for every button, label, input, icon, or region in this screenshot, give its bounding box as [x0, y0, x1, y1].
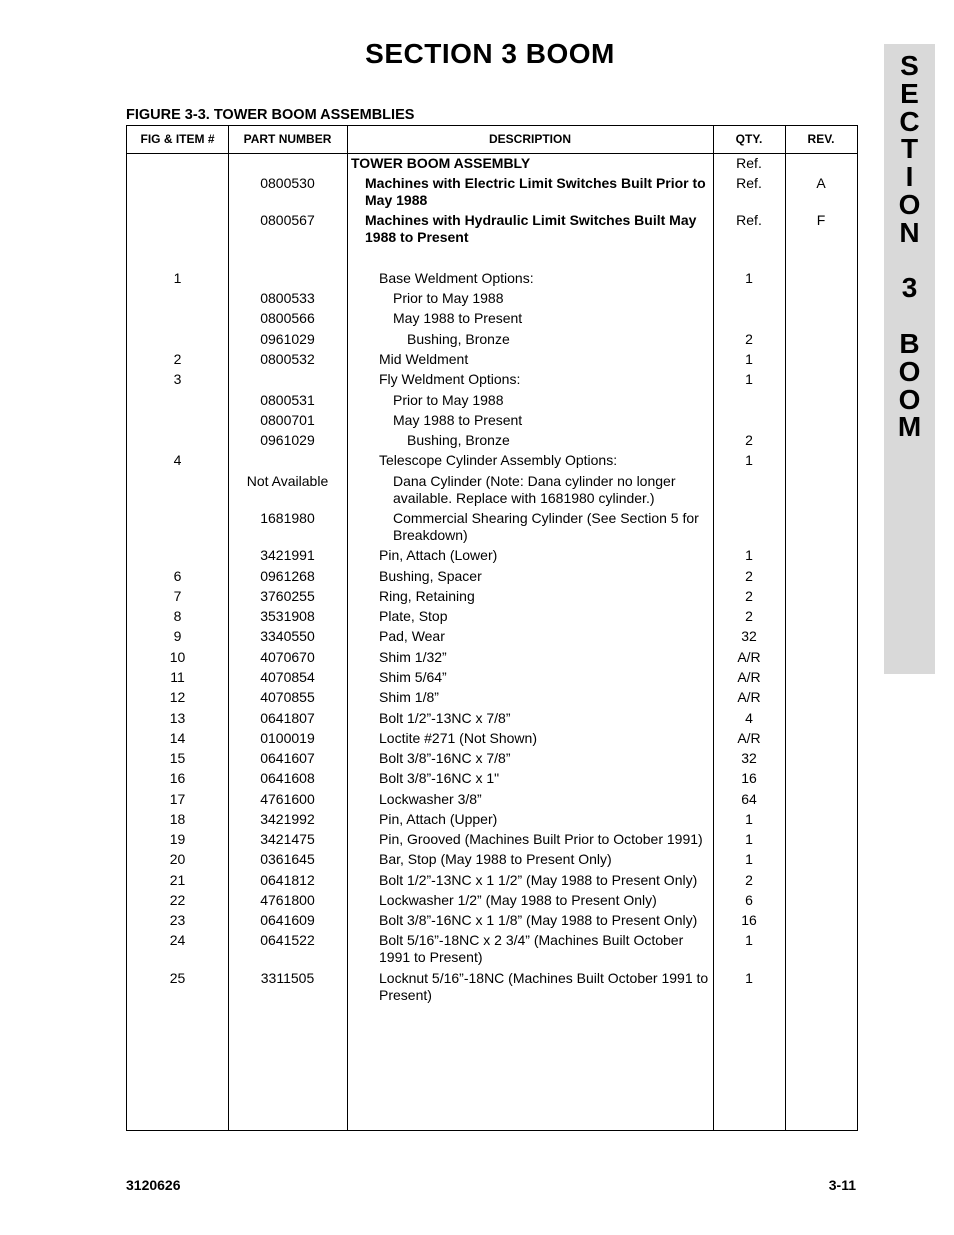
qty-cell: 64	[741, 791, 757, 807]
section-side-tab	[884, 44, 935, 674]
description-cell: Bushing, Bronze	[407, 432, 510, 448]
qty-cell: 6	[745, 892, 753, 908]
rev-cell: A	[816, 175, 826, 191]
fig-item-cell: 14	[169, 730, 186, 746]
qty-cell: 1	[745, 811, 753, 827]
fig-item-cell: 22	[169, 892, 186, 908]
description-cell: Bushing, Spacer	[379, 568, 482, 584]
part-number-cell: 3421475	[260, 831, 315, 847]
column-divider	[347, 126, 348, 1130]
description-cell: Base Weldment Options:	[379, 270, 534, 286]
side-tab-letter: 3	[901, 272, 918, 304]
description-cell: Plate, Stop	[379, 608, 448, 624]
description-cell: Prior to May 1988	[393, 392, 504, 408]
qty-cell: A/R	[737, 730, 761, 746]
header-fig-item: FIG & ITEM #	[140, 132, 215, 146]
part-number-cell: 0100019	[260, 730, 315, 746]
qty-cell: Ref.	[736, 155, 762, 171]
fig-item-cell: 12	[169, 689, 186, 705]
description-cell: Pin, Grooved (Machines Built Prior to October 1991)	[379, 831, 703, 847]
qty-cell: 1	[745, 351, 753, 367]
description-cell: Ring, Retaining	[379, 588, 475, 604]
part-number-cell: 3421991	[260, 547, 315, 563]
figure-title: FIGURE 3-3. TOWER BOOM ASSEMBLIES	[126, 107, 415, 123]
description-cell: Loctite #271 (Not Shown)	[379, 730, 537, 746]
fig-item-cell: 10	[169, 649, 186, 665]
part-number-cell: 0961029	[260, 331, 315, 347]
fig-item-cell: 9	[173, 628, 182, 644]
part-number-cell: 1681980	[260, 510, 315, 526]
qty-cell: A/R	[737, 649, 761, 665]
header-rev: REV.	[807, 132, 835, 146]
part-number-cell: 0641607	[260, 750, 315, 766]
qty-cell: 2	[745, 331, 753, 347]
fig-item-cell: 2	[173, 351, 182, 367]
side-tab-letter: O	[898, 383, 921, 415]
qty-cell: A/R	[737, 689, 761, 705]
part-number-cell: 3311505	[260, 970, 315, 986]
qty-cell: 1	[745, 371, 753, 387]
fig-item-cell: 18	[169, 811, 186, 827]
part-number-cell: 0641807	[260, 710, 315, 726]
fig-item-cell: 4	[173, 452, 182, 468]
qty-cell: A/R	[737, 669, 761, 685]
fig-item-cell: 7	[173, 588, 182, 604]
qty-cell: 32	[741, 628, 757, 644]
part-number-cell: 0800531	[260, 392, 315, 408]
description-cell: Lockwasher 1/2” (May 1988 to Present Only)	[379, 892, 657, 908]
side-tab-letter: M	[897, 411, 922, 443]
part-number-cell: Not Available	[246, 473, 329, 489]
description-cell: Bolt 3/8”-16NC x 1"	[379, 770, 500, 786]
fig-item-cell: 19	[169, 831, 186, 847]
column-divider	[785, 126, 786, 1130]
qty-cell: 1	[745, 831, 753, 847]
qty-cell: 2	[745, 588, 753, 604]
part-number-cell: 0641522	[260, 932, 315, 948]
part-number-cell: 3531908	[260, 608, 315, 624]
part-number-cell: 4070670	[260, 649, 315, 665]
description-cell: Bolt 5/16”-18NC x 2 3/4” (Machines Built October 1991 to Present)	[379, 932, 684, 965]
qty-cell: 16	[741, 770, 757, 786]
side-tab-letter: B	[899, 327, 920, 359]
qty-cell: 1	[745, 452, 753, 468]
fig-item-cell: 1	[173, 270, 182, 286]
description-cell: Dana Cylinder (Note: Dana cylinder no longer available. Replace with 1681980 cylinder.)	[393, 473, 676, 506]
qty-cell: 1	[745, 970, 753, 986]
document-number: 3120626	[126, 1177, 181, 1193]
description-cell: Shim 1/32”	[379, 649, 447, 665]
description-cell: Machines with Hydraulic Limit Switches Built May 1988 to Present	[365, 212, 697, 245]
description-cell: Bolt 3/8”-16NC x 7/8”	[379, 750, 511, 766]
part-number-cell: 0641608	[260, 770, 315, 786]
part-number-cell: 0961029	[260, 432, 315, 448]
part-number-cell: 0800567	[260, 212, 315, 228]
fig-item-cell: 3	[173, 371, 182, 387]
description-cell: Fly Weldment Options:	[379, 371, 521, 387]
description-cell: Lockwasher 3/8”	[379, 791, 482, 807]
description-cell: TOWER BOOM ASSEMBLY	[351, 155, 531, 171]
description-cell: Bolt 3/8”-16NC x 1 1/8” (May 1988 to Present Only)	[379, 912, 698, 928]
header-divider	[127, 153, 857, 154]
description-cell: May 1988 to Present	[393, 310, 523, 326]
part-number-cell: 3340550	[260, 628, 315, 644]
fig-item-cell: 11	[170, 669, 185, 685]
part-number-cell: 0800533	[260, 290, 315, 306]
description-cell: Pin, Attach (Lower)	[379, 547, 498, 563]
fig-item-cell: 23	[169, 912, 186, 928]
description-cell: Prior to May 1988	[393, 290, 504, 306]
fig-item-cell: 21	[169, 872, 186, 888]
section-title: SECTION 3 BOOM	[365, 38, 615, 69]
description-cell: Pad, Wear	[379, 628, 445, 644]
fig-item-cell: 17	[169, 791, 186, 807]
description-cell: Bolt 1/2”-13NC x 7/8”	[379, 710, 511, 726]
side-tab-letter	[884, 247, 935, 275]
qty-cell: Ref.	[736, 212, 762, 228]
rev-cell: F	[816, 212, 826, 228]
side-tab-letter: O	[898, 355, 921, 387]
part-number-cell: 0800701	[260, 412, 315, 428]
part-number-cell: 3760255	[260, 588, 315, 604]
side-tab-letter: N	[899, 216, 920, 248]
side-tab-letter	[884, 302, 935, 330]
description-cell: Shim 5/64”	[379, 669, 447, 685]
fig-item-cell: 8	[173, 608, 182, 624]
fig-item-cell: 15	[169, 750, 186, 766]
fig-item-cell: 20	[169, 851, 186, 867]
description-cell: Mid Weldment	[379, 351, 469, 367]
parts-table	[126, 125, 858, 1131]
header-description: DESCRIPTION	[488, 132, 571, 146]
side-tab-letter: I	[905, 161, 914, 193]
description-cell: Telescope Cylinder Assembly Options:	[379, 452, 618, 468]
qty-cell: 32	[741, 750, 757, 766]
description-cell: Bar, Stop (May 1988 to Present Only)	[379, 851, 612, 867]
description-cell: Pin, Attach (Upper)	[379, 811, 498, 827]
qty-cell: 2	[745, 872, 753, 888]
fig-item-cell: 25	[169, 970, 186, 986]
header-part-number: PART NUMBER	[243, 132, 332, 146]
part-number-cell: 0641812	[260, 872, 315, 888]
qty-cell: 1	[745, 851, 753, 867]
fig-item-cell: 16	[169, 770, 186, 786]
part-number-cell: 0961268	[260, 568, 315, 584]
qty-cell: 2	[745, 608, 753, 624]
description-cell: Commercial Shearing Cylinder (See Section 5 for Breakdown)	[393, 510, 699, 543]
part-number-cell: 0800530	[260, 175, 315, 191]
description-cell: Bolt 1/2”-13NC x 1 1/2” (May 1988 to Present Only)	[379, 872, 698, 888]
side-tab-letter: C	[899, 105, 920, 137]
qty-cell: 1	[745, 932, 753, 948]
qty-cell: 16	[741, 912, 757, 928]
description-cell: Machines with Electric Limit Switches Built Prior to May 1988	[365, 175, 706, 208]
part-number-cell: 4070854	[260, 669, 315, 685]
description-cell: Locknut 5/16”-18NC (Machines Built October 1991 to Present)	[379, 970, 709, 1003]
qty-cell: 2	[745, 432, 753, 448]
description-cell: Shim 1/8”	[379, 689, 439, 705]
side-tab-letters	[884, 52, 935, 441]
description-cell: Bushing, Bronze	[407, 331, 510, 347]
side-tab-letter: T	[900, 133, 919, 165]
part-number-cell: 0800566	[260, 310, 315, 326]
fig-item-cell: 24	[169, 932, 186, 948]
side-tab-letter: E	[900, 77, 919, 109]
qty-cell: 1	[745, 547, 753, 563]
part-number-cell: 4761800	[260, 892, 315, 908]
part-number-cell: 0641609	[260, 912, 315, 928]
qty-cell: 4	[745, 710, 753, 726]
page-number: 3-11	[828, 1177, 856, 1193]
side-tab-letter: S	[900, 50, 919, 81]
part-number-cell: 0800532	[260, 351, 315, 367]
part-number-cell: 0361645	[260, 851, 315, 867]
header-qty: QTY.	[735, 132, 763, 146]
qty-cell: 1	[745, 270, 753, 286]
part-number-cell: 3421992	[260, 811, 315, 827]
fig-item-cell: 13	[169, 710, 186, 726]
qty-cell: Ref.	[736, 175, 762, 191]
qty-cell: 2	[745, 568, 753, 584]
part-number-cell: 4070855	[260, 689, 315, 705]
description-cell: May 1988 to Present	[393, 412, 523, 428]
fig-item-cell: 6	[173, 568, 182, 584]
side-tab-letter: O	[898, 188, 921, 220]
part-number-cell: 4761600	[260, 791, 315, 807]
